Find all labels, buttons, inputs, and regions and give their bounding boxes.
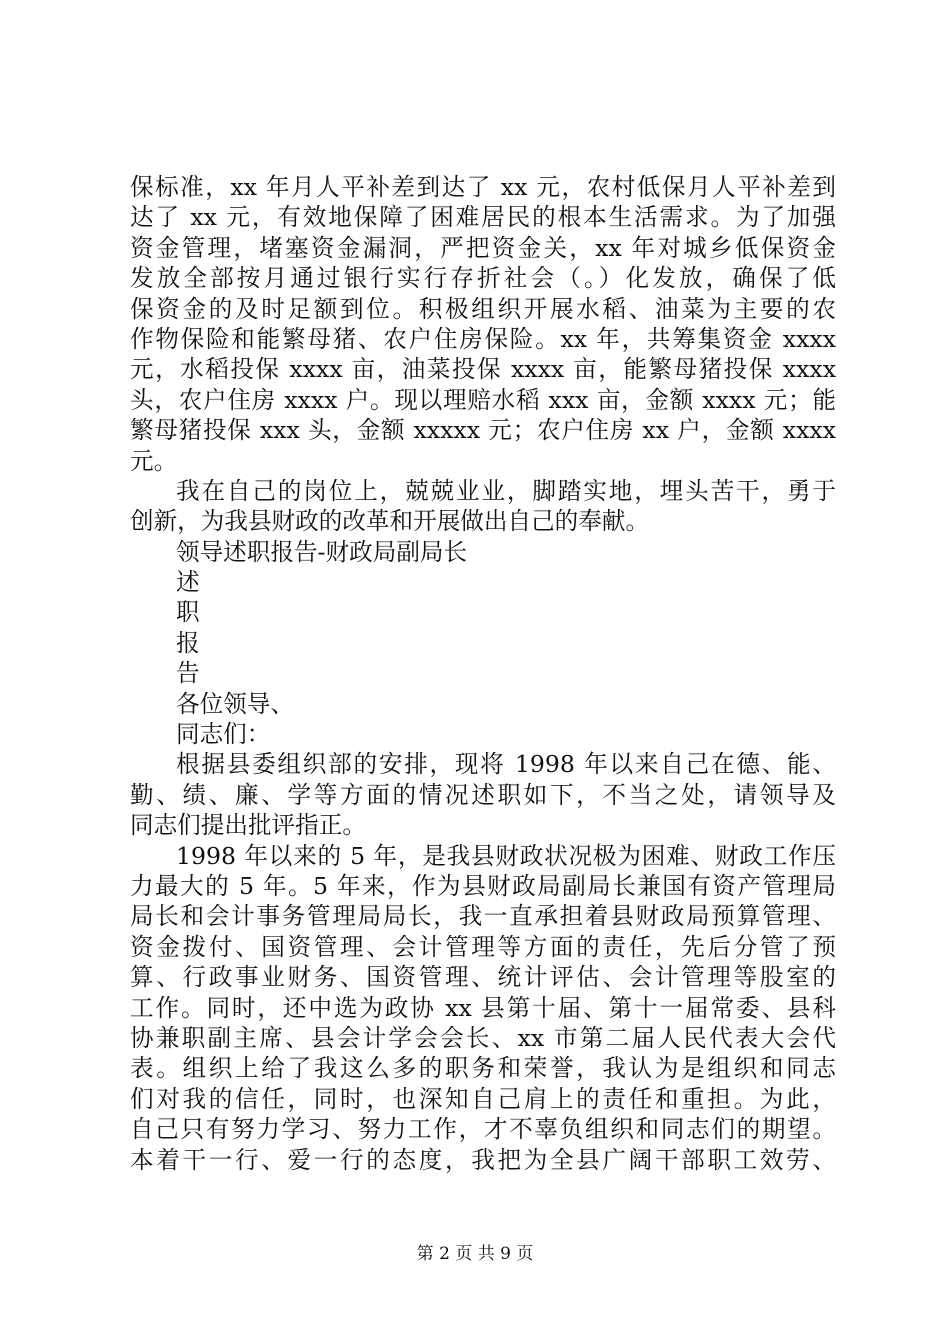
text-line: 创新，为我县财政的改革和开展做出自己的奉献。	[130, 507, 650, 536]
text-line: 1998 年以来的 5 年，是我县财政状况极为困难、财政工作压	[176, 841, 836, 870]
section-title: 领导述职报告-财政局副局长	[176, 537, 468, 566]
text-line: 资金拨付、国资管理、会计管理等方面的责任，先后分管了预	[130, 932, 836, 961]
heading-char: 告	[176, 659, 200, 688]
salutation: 同志们：	[176, 720, 271, 749]
text-line: 自己只有努力学习、努力工作，才不辜负组织和同志们的期望。	[130, 1115, 836, 1144]
text-line: 头，农户住房 xxxx 户。现以理赔水稻 xxx 亩，金额 xxxx 元；能	[130, 385, 836, 414]
text-line: 我在自己的岗位上，兢兢业业，脚踏实地，埋头苦干，勇于	[176, 476, 836, 505]
heading-char: 报	[176, 628, 200, 657]
text-line: 保资金的及时足额到位。积极组织开展水稻、油菜为主要的农	[130, 294, 836, 323]
page-number-footer: 第 2 页 共 9 页	[416, 1244, 534, 1264]
text-line: 繁母猪投保 xxx 头，金额 xxxxx 元；农户住房 xx 户，金额 xxxx	[130, 416, 836, 445]
text-line: 力最大的 5 年。5 年来，作为县财政局副局长兼国有资产管理局	[130, 871, 836, 900]
text-line: 局长和会计事务管理局局长，我一直承担着县财政局预算管理、	[130, 902, 836, 931]
text-line: 元，水稻投保 xxxx 亩，油菜投保 xxxx 亩，能繁母猪投保 xxxx	[130, 355, 836, 384]
text-line: 发放全部按月通过银行实行存折社会（。）化发放，确保了低	[130, 264, 836, 293]
text-line: 元。	[130, 446, 178, 475]
text-line: 同志们提出批评指正。	[130, 811, 366, 840]
text-line: 本着干一行、爱一行的态度，我把为全县广阔干部职工效劳、	[130, 1145, 836, 1174]
heading-char: 职	[176, 598, 200, 627]
text-line: 达了 xx 元，有效地保障了困难居民的根本生活需求。为了加强	[130, 203, 836, 232]
text-line: 表。组织上给了我这么多的职务和荣誉，我认为是组织和同志	[130, 1054, 836, 1083]
salutation: 各位领导、	[176, 689, 294, 718]
text-line: 勤、绩、廉、学等方面的情况述职如下，不当之处，请领导及	[130, 780, 836, 809]
text-line: 资金管理，堵塞资金漏洞，严把资金关，xx 年对城乡低保资金	[130, 233, 836, 262]
text-line: 根据县委组织部的安排，现将 1998 年以来自己在德、能、	[176, 750, 836, 779]
text-line: 保标准，xx 年月人平补差到达了 xx 元，农村低保月人平补差到	[130, 173, 836, 201]
heading-char: 述	[176, 568, 200, 597]
text-line: 工作。同时，还中选为政协 xx 县第十届、第十一届常委、县科	[130, 993, 836, 1022]
text-line: 们对我的信任，同时，也深知自己肩上的责任和重担。为此，	[130, 1084, 836, 1113]
body-text	[130, 172, 836, 1175]
text-line: 作物保险和能繁母猪、农户住房保险。xx 年，共筹集资金 xxxx	[130, 324, 836, 353]
text-line: 协兼职副主席、县会计学会会长、xx 市第二届人民代表大会代	[130, 1023, 836, 1052]
text-line: 算、行政事业财务、国资管理、统计评估、会计管理等股室的	[130, 963, 836, 992]
